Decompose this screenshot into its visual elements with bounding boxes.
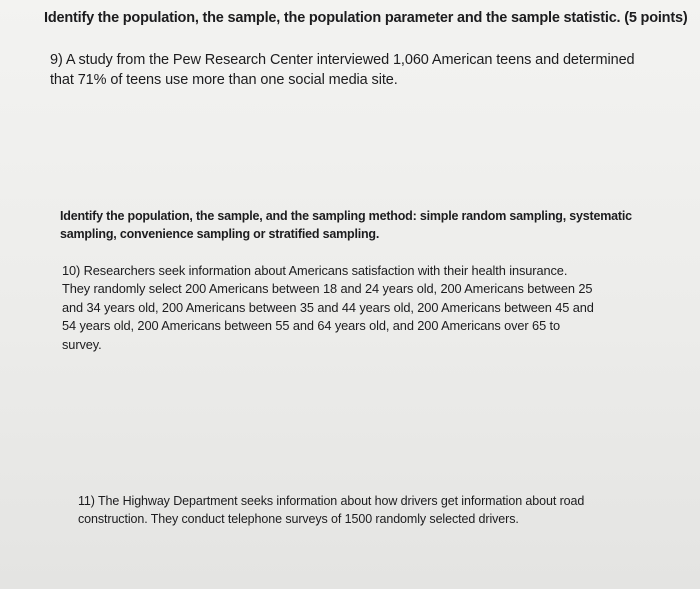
question-10-line: and 34 years old, 200 Americans between 35 and 44 years old, 200 Americans between 45 and [62, 299, 594, 315]
question-11 [78, 492, 584, 528]
question-10-line: 10) Researchers seek information about Americans satisfaction with their health insurance. [62, 263, 568, 278]
question-9-line: 9) A study from the Pew Research Center interviewed 1,060 American teens and determined [50, 52, 635, 68]
question-11-line: construction. They conduct telephone surveys of 1500 randomly selected drivers. [78, 512, 519, 526]
section-2-instruction [60, 207, 632, 243]
question-11-line: 11) The Highway Department seeks information about how drivers get information about road [78, 494, 585, 508]
question-10-line: They randomly select 200 Americans between 18 and 24 years old, 200 Americans between 25 [62, 281, 593, 297]
question-10-line: survey. [62, 336, 102, 352]
question-9 [50, 50, 635, 90]
question-10-line: 54 years old, 200 Americans between 55 and 64 years old, and 200 Americans over 65 to [62, 318, 561, 334]
section-1-instruction: Identify the population, the sample, the population parameter and the sample statistic. (5 points) [44, 10, 688, 26]
question-9-line: that 71% of teens use more than one social media site. [50, 72, 398, 88]
question-10 [62, 262, 594, 354]
section-2-instruction-line: sampling, convenience sampling or stratified sampling. [60, 227, 380, 241]
section-2-instruction-line: Identify the population, the sample, and the sampling method: simple random sampling, systematic [60, 209, 632, 223]
